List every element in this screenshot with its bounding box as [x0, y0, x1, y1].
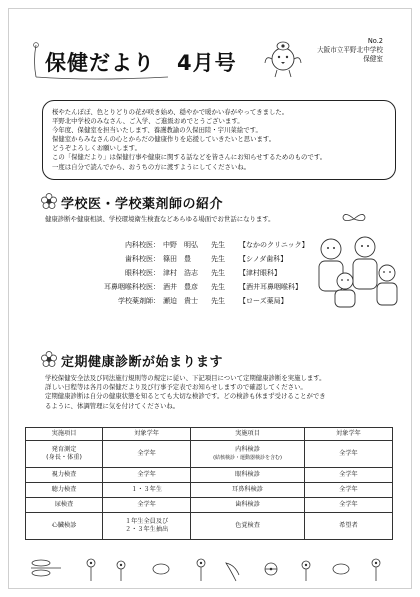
school-name: 大阪市立平野北中学校	[317, 46, 383, 54]
doctor-clinic: 【シノダ歯科】	[239, 255, 288, 263]
doctor-title: 歯科校医：	[125, 255, 160, 263]
intro-line: 桜やたんぽぽ、色とりどりの花が咲き始め、穏やかで暖かい春がやってきました。	[52, 108, 289, 116]
checkup-line: るように、体調管理に気を付けてくださいね。	[45, 401, 180, 410]
flower-bullet-icon	[41, 193, 57, 209]
exam-grade: 全学年	[103, 498, 191, 513]
doctor-title: 内科校医：	[125, 241, 160, 249]
intro-line: どうぞよろしくお願いします。	[52, 144, 141, 153]
doctor-clinic: 【酒井耳鼻咽喉科】	[239, 283, 302, 291]
table-cell	[191, 441, 305, 468]
doctor-row	[87, 296, 317, 310]
checkup-schedule-table	[25, 427, 393, 540]
office-name: 保健室	[363, 55, 383, 63]
exam-grade: 全学年	[304, 483, 392, 498]
table-row	[26, 498, 393, 513]
exam-grade: 希望者	[304, 513, 392, 540]
doctor-row	[87, 254, 317, 268]
table-cell	[26, 441, 103, 468]
intro-line: 平野北中学校のみなさん、ご入学、ご進級おめでとうございます。	[52, 117, 244, 126]
checkup-line: 定期健康診断は自分の健康状態を知るとても大切な検診です。どの検診も休まず受けることができ	[45, 392, 326, 401]
exam-item: 聴力検査	[26, 483, 103, 498]
newsletter-title: 保健だより 4月号	[45, 51, 237, 75]
doctor-title: 学校薬剤師：	[118, 297, 160, 305]
doctor-clinic: 【なかのクリニック】	[239, 241, 309, 249]
exam-item-note: (結核検診・運動器検診を含む)	[213, 455, 282, 461]
exam-item: 尿検査	[26, 498, 103, 513]
doctor-name: 瀬迫 貴士	[163, 297, 198, 305]
exam-item: 内科検診	[235, 446, 260, 453]
checkup-line: 詳しい日程等は各月の保健だより及び行事予定表でお知らせしますので確認してください。	[45, 383, 307, 392]
exam-item: 発育測定	[51, 446, 77, 453]
intro-line: この「保健だより」は保健行事や健康に関する話などを皆さんにお知らせするためのものです。	[52, 153, 327, 162]
doctor-honorific: 先生	[211, 283, 225, 291]
checkup-description	[45, 374, 405, 411]
checkup-line: 学校保健安全法及び同法施行規則等の規定に従い、下記項目について定期健康診断を実施します。	[45, 374, 326, 382]
exam-grade: 全学年	[103, 468, 191, 483]
table-header: 対象学年	[103, 428, 191, 441]
doctor-honorific: 先生	[211, 297, 225, 305]
flower-bullet-icon	[41, 351, 57, 367]
table-header-row	[26, 428, 393, 441]
doctor-clinic: 【ローズ薬局】	[239, 297, 288, 305]
intro-line: 今年度、保健室を担当いたします、養護教諭の久保田陸・宇川菜絵です。	[52, 126, 262, 135]
doctor-name: 中野 明弘	[163, 241, 198, 249]
doctor-clinic: 【津村眼科】	[239, 269, 281, 277]
newsletter-page	[8, 8, 412, 589]
exam-item: 眼科検診	[191, 468, 305, 483]
intro-line: 一度は自分で読んでから、おうちの方に渡すようにしてくださいね。	[52, 162, 251, 171]
exam-grade: 全学年	[103, 441, 191, 468]
table-header: 実施項目	[26, 428, 103, 441]
doctor-row	[87, 282, 317, 296]
table-header: 対象学年	[304, 428, 392, 441]
doctor-honorific: 先生	[211, 241, 225, 249]
intro-line: 保健室からみなさんの心とからだの健康作りを応援していきたいと思います。	[52, 135, 276, 144]
issue-number: No.2	[367, 37, 383, 45]
table-row	[26, 468, 393, 483]
butterfly-icon	[339, 211, 369, 227]
exam-grade: １年生全員及び	[124, 518, 169, 525]
exam-item-note: (身長・体重)	[46, 454, 82, 461]
doctor-title: 眼科校医：	[125, 269, 160, 277]
footer-insects-flowers-decoration	[21, 553, 403, 583]
exam-item: 心臓検診	[26, 513, 103, 540]
doctor-title: 耳鼻咽喉科校医：	[104, 283, 160, 291]
section-heading-school-doctors: 学校医・学校薬剤師の紹介	[61, 197, 224, 212]
exam-grade: 全学年	[304, 468, 392, 483]
exam-grade: 全学年	[304, 441, 392, 468]
doctor-roster	[87, 240, 317, 310]
chick-flower-icon	[259, 37, 305, 79]
exam-item: 耳鼻科検診	[191, 483, 305, 498]
doctor-row	[87, 240, 317, 254]
table-row	[26, 513, 393, 540]
exam-item: 視力検査	[26, 468, 103, 483]
doctor-honorific: 先生	[211, 269, 225, 277]
doctor-name: 津村 浩志	[163, 269, 198, 277]
doctor-name: 酒井 豊彦	[163, 283, 198, 291]
exam-item: 歯科検診	[191, 498, 305, 513]
section-heading-checkup: 定期健康診断が始まります	[61, 355, 224, 370]
table-row	[26, 441, 393, 468]
table-header: 実施項目	[191, 428, 305, 441]
section-description: 健康診断や健康相談、学校環境衛生検査などあらゆる場面でお世話になります。	[45, 215, 275, 223]
table-row	[26, 483, 393, 498]
exam-item: 色覚検査	[191, 513, 305, 540]
exam-grade: １・３年生	[103, 483, 191, 498]
doctor-name: 篠田 豊	[163, 255, 191, 263]
table-cell	[103, 513, 191, 540]
doctors-illustration-icon	[307, 233, 403, 309]
doctor-honorific: 先生	[211, 255, 225, 263]
exam-grade: ２・３年生抽出	[124, 526, 169, 533]
exam-grade: 全学年	[304, 498, 392, 513]
intro-message-box	[42, 100, 396, 180]
doctor-row	[87, 268, 317, 282]
